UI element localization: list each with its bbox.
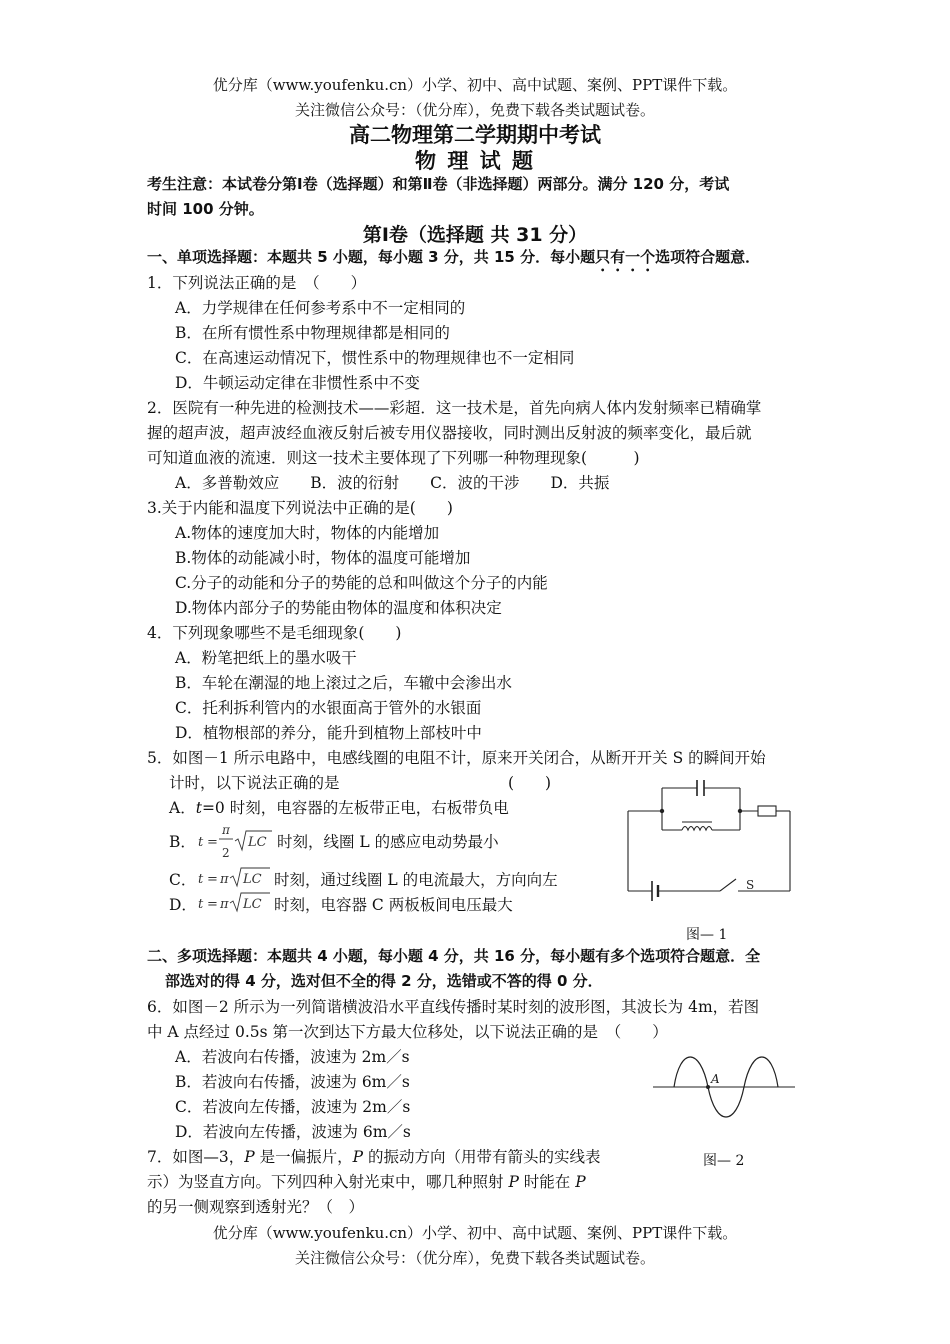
switch-blade [720,879,736,891]
q3-option-a: A.物体的速度加大时，物体的内能增加 [175,524,440,542]
q5-option-b-text: 时刻，线圈 L 的感应电动势最小 [277,833,499,851]
formula-d-eq: = [207,897,218,912]
q2-line-3: 可知道血液的流速．则这一技术主要体现了下列哪一种物理现象( ) [147,449,640,467]
q5-option-d-label: D． [169,896,197,914]
q5-answer-paren: ( ) [508,774,552,792]
formula-c-lc: LC [243,872,262,887]
q1-option-c: C．在高速运动情况下，惯性系中的物理规律也不一定相同 [175,349,575,367]
q3-stem: 3.关于内能和温度下列说法中正确的是( ) [147,499,453,517]
figure-1-circuit [620,775,800,910]
section2-heading-line-1: 二、多项选择题：本题共 4 小题，每小题 4 分，共 16 分，每小题有多个选项符合题意．全 [147,947,761,965]
q7-line-2 [147,1170,586,1192]
q1-option-d: D．牛顿运动定律在非惯性系中不变 [175,374,420,392]
q7-line-2-b: 时能在 [518,1173,576,1191]
formula-b-lc: LC [248,835,267,850]
inductor-coil [682,827,712,831]
q7-line-2-a: 示）为竖直方向。下列四种入射光束中，哪几种照射 [147,1173,509,1191]
q2-options: A．多普勒效应 B．波的衍射 C．波的干涉 D．共振 [175,474,610,492]
exam-title: 高二物理第二学期期中考试 [349,123,601,147]
q7-line-1-b: 是一偏振片， [254,1148,353,1166]
header-line-1: 优分库（www.youfenku.cn）小学、初中、高中试题、案例、PPT课件下载。 [212,76,738,94]
q5-option-d-text: 时刻，电容器 C 两板板间电压最大 [274,896,513,914]
q4-option-d: D．植物根部的养分，能升到植物上部枝叶中 [175,724,482,742]
q7-line-1-a: 7．如图—3， [147,1148,245,1166]
q5-option-a-label: A． [169,799,196,817]
q5-option-b-label: B． [169,833,196,851]
q1-option-b: B．在所有惯性系中物理规律都是相同的 [175,324,450,342]
section1-heading-pre: 一、单项选择题：本题共 5 小题，每小题 3 分，共 15 分．每小题 [147,248,596,266]
formula-b-eq: = [207,835,218,850]
resistor [758,806,776,816]
q3-option-b: B.物体的动能减小时，物体的温度可能增加 [175,549,471,567]
section2-heading-line-2: 部选对的得 4 分，选对但不全的得 2 分，选错或不答的得 0 分． [165,972,603,990]
notice-line-1: 考生注意：本试卷分第Ⅰ卷（选择题）和第Ⅱ卷（非选择题）两部分。满分 120 分，考试 [147,175,730,193]
q5-option-c-formula [196,864,274,890]
q6-option-b: B．若波向右传播，波速为 6m／s [175,1073,410,1091]
wave-point-label: A [711,1072,720,1086]
figure-2-caption: 图— 2 [703,1153,745,1169]
formula-c-t: t [198,872,204,887]
section1-heading-emphasis: 只有一个 [595,248,656,266]
q5-option-b-formula [196,820,276,862]
q7-line-3: 的另一侧观察到透射光？（ ） [147,1198,365,1216]
formula-d-lc: LC [243,897,262,912]
q2-line-2: 握的超声波，超声波经血液反射后被专用仪器接收，同时测出反射波的频率变化，最后就 [147,424,752,442]
q5-option-c-label: C． [169,871,197,889]
q5-option-a [169,796,509,818]
q6-line-1: 6．如图－2 所示为一列简谐横波沿水平直线传播时某时刻的波形图，其波长为 4m，若图 [147,998,760,1016]
formula-c-pi: π [220,872,229,887]
footer-line-1: 优分库（www.youfenku.cn）小学、初中、高中试题、案例、PPT课件下载。 [212,1224,738,1242]
figure-1-caption: 图— 1 [686,927,728,943]
header-line-2: 关注微信公众号：（优分库），免费下载各类试题试卷。 [294,101,655,119]
formula-b-t: t [198,835,204,850]
q4-stem: 4．下列现象哪些不是毛细现象( ) [147,624,402,642]
q5-option-a-var: t [195,799,202,817]
q7-line-1 [147,1145,600,1167]
q5-line-2: 计时，以下说法正确的是 [169,774,340,792]
q6-option-c: C．若波向左传播，波速为 2m／s [175,1098,411,1116]
q1-option-a: A．力学规律在任何参考系中不一定相同的 [175,299,466,317]
formula-c-eq: = [207,872,218,887]
q7-p-1: P [244,1148,255,1166]
junction-dot-left [660,809,664,813]
q7-line-1-c: 的振动方向（用带有箭头的实线表 [363,1148,601,1166]
q4-option-a: A．粉笔把纸上的墨水吸干 [175,649,357,667]
q2-line-1: 2．医院有一种先进的检测技术——彩超．这一技术是，首先向病人体内发射频率已精确掌 [147,399,762,417]
q6-option-a: A．若波向右传播，波速为 2m／s [175,1048,410,1066]
switch-label: S [746,878,755,892]
q7-p-4: P [575,1173,586,1191]
wave-point-a [706,1085,710,1089]
q6-option-d: D．若波向左传播，波速为 6m／s [175,1123,411,1141]
footer-line-2: 关注微信公众号：（优分库），免费下载各类试题试卷。 [294,1249,655,1267]
formula-d-t: t [198,897,204,912]
q1-stem: 1．下列说法正确的是 （ ） [147,274,367,292]
q7-p-3: P [508,1173,519,1191]
formula-d-pi: π [220,897,229,912]
q3-option-d: D.物体内部分子的势能由物体的温度和体积决定 [175,599,502,617]
q6-line-2: 中 A 点经过 0.5s 第一次到达下方最大位移处，以下说法正确的是 （ ） [147,1023,668,1041]
junction-dot-right [738,809,742,813]
notice-line-2: 时间 100 分钟。 [147,200,264,218]
formula-b-pi: π [222,823,230,837]
q5-option-c-text: 时刻，通过线圈 L 的电流最大，方向向左 [274,871,558,889]
q7-p-2: P [352,1148,364,1166]
formula-b-2: 2 [222,846,230,860]
exam-subtitle: 物 理 试 题 [415,149,535,173]
q4-option-b: B．车轮在潮湿的地上滚过之后，车辙中会渗出水 [175,674,512,692]
part1-title: 第Ⅰ卷（选择题 共 31 分） [362,224,588,246]
q5-option-a-text: =0 时刻，电容器的左板带正电，右板带负电 [201,799,509,817]
q5-line-1: 5．如图－1 所示电路中，电感线圈的电阻不计，原来开关闭合，从断开开关 S 的瞬间开始 [147,749,766,767]
q4-option-c: C．托利拆利管内的水银面高于管外的水银面 [175,699,482,717]
q5-option-d-formula [196,889,274,915]
q3-option-c: C.分子的动能和分子的势能的总和叫做这个分子的内能 [175,574,548,592]
figure-2-wave [650,1045,800,1140]
section1-heading-post: 选项符合题意． [655,248,761,266]
